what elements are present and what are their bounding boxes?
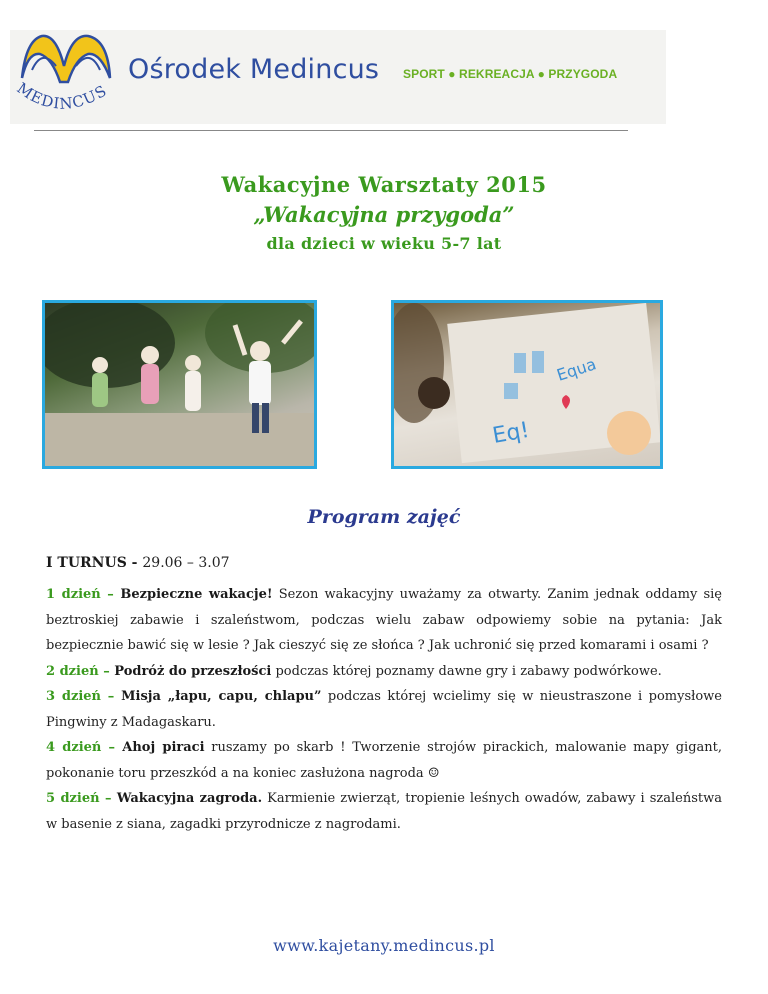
day-item [46,735,722,786]
program-heading: Program zajęć [307,506,461,528]
day-text: Sezon wakacyjny uważamy za otwarty. Zanim jednak oddamy się beztroskiej zabawie i szaleństwom, podczas wielu zabaw odpowiemy sobie na pytania: Jak bezpiecznie bawić się w lesie ? Jak cieszyć się ze słońca ? Jak uchronić się przed komarami i osami ? [46,587,722,653]
day-title: Ahoj piraci [122,740,205,755]
turnus-label: I TURNUS [46,555,127,571]
day-number: 4 dzień – [46,740,123,755]
svg-text:MEDINCUS [14,79,111,113]
day-text: podczas której wcielimy się w nieustraszone i pomysłowe Pingwiny z Madagaskaru. [46,689,722,730]
age-group: dla dzieci w wieku 5-7 lat [266,234,502,253]
turnus-line [46,555,230,571]
day-number: 5 dzień – [46,791,117,806]
day-text: ruszamy po skarb ! Tworzenie strojów pirackich, malowanie mapy gigant, pokonanie toru przeszkód a na koniec zasłużona nagroda ☺ [46,740,723,781]
day-number: 2 dzień – [46,663,115,679]
day-title: Podróż do przeszłości [114,663,272,679]
day-title: Misja „łapu, capu, chlapu” [121,689,322,704]
day-item [46,684,722,735]
tagline: SPORT ● REKREACJA ● PRZYGODA [403,67,618,81]
svg-text:Equa: Equa [554,354,599,385]
day-item [46,786,722,837]
day-number: 1 dzień – [46,587,121,602]
header-divider [34,130,628,131]
day-text: Karmienie zwierząt, tropienie leśnych owadów, zabawy i szaleństwa w basenie z siana, zagadki przyrodnicze z nagrodami. [46,791,722,832]
page-title: Wakacyjne Warsztaty 2015 [221,172,547,197]
day-text: podczas której poznamy dawne gry i zabawy podwórkowe. [271,663,662,679]
day-number: 3 dzień – [46,689,122,704]
program-days [46,582,722,837]
svg-text:Eq!: Eq! [490,417,532,449]
page-subtitle: „Wakacyjna przygoda” [253,202,515,227]
photo-children-outdoors [42,300,317,469]
brand-name: Ośrodek Medincus [128,54,380,85]
logo-text: MEDINCUS [13,78,111,113]
medincus-logo [12,30,122,122]
day-title: Wakacyjna zagroda. [116,791,263,806]
turnus-separator: - [126,555,143,571]
turnus-dates: 29.06 – 3.07 [142,555,230,571]
day-item [46,659,722,685]
website-link[interactable]: www.kajetany.medincus.pl [273,936,495,955]
day-title: Bezpieczne wakacje! [120,587,273,602]
title-block [0,170,768,258]
day-item [46,582,722,659]
photo-children-painting [391,300,663,469]
